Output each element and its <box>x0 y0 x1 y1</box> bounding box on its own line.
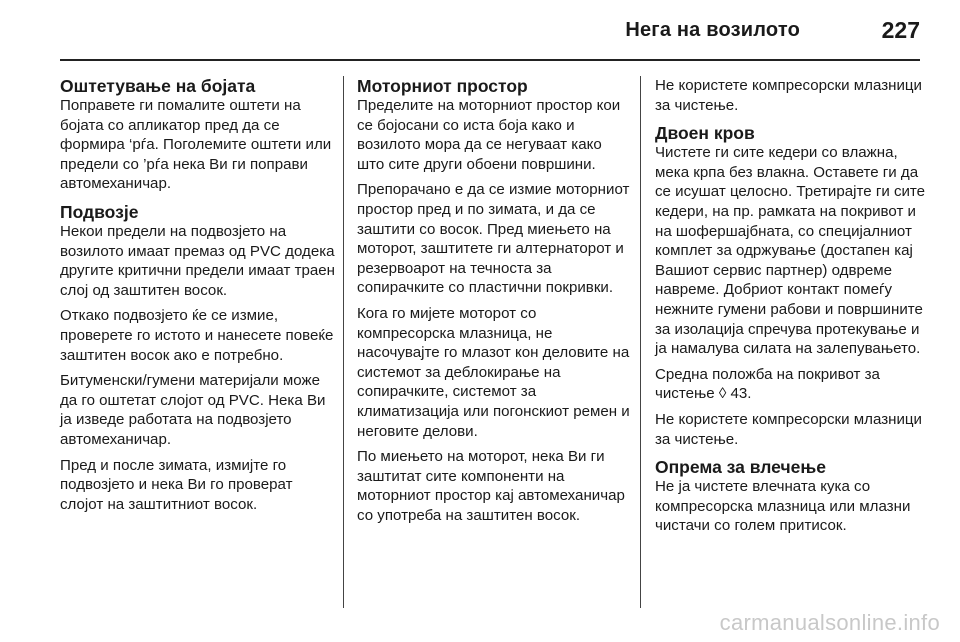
paragraph: Поправете ги помалите оштети на бојата со апликатор пред да се формира ‘рѓа. Поголемите оштети или предели со ’рѓа нека Ви ги поправи автомеханичар. <box>60 97 332 193</box>
page-number: 227 <box>881 17 920 43</box>
paragraph: Битуменски/гумени материјали може да го оштетат слојот од PVC. Нека Ви ја изведе работата на подвозјето автомеханичар. <box>60 372 326 448</box>
section-heading: Оштетување на бојата <box>60 76 256 96</box>
section-paint-damage <box>60 76 335 194</box>
section-towing-equipment <box>655 457 930 536</box>
paragraph: Препорачано е да се измие моторниот простор пред и по зимата, и да се заштити со восок. Пред миењето на моторот, заштитете ги алтернаторот и резервоарот на течноста за сопирачките со пластични покривки. <box>357 181 630 297</box>
column-3 <box>655 76 930 544</box>
paragraph: Не користете компресорски млазници за чистење. <box>655 410 922 448</box>
page-header <box>60 0 920 58</box>
paragraph: Откако подвозјето ќе се измие, проверете го истото и нанесете повеќе заштитен восок ако е потребно. <box>60 307 334 364</box>
column-divider-2 <box>640 76 641 608</box>
chapter-title: Нега на возилото <box>625 19 800 41</box>
header-rule <box>60 59 920 61</box>
paragraph: Не користете компресорски млазници за чистење. <box>655 77 922 114</box>
column-1 <box>60 76 335 522</box>
paragraph: Кога го мијете моторот со компресорска млазница, не насочувајте го млазот кон деловите на системот за деблокирање на сопирачките, системот за климатизација или погонскиот ремен и неговите делови. <box>357 304 630 440</box>
paragraph: Некои предели на подвозјето на возилото имаат премаз од PVC додека другите критични предели имаат траен слој од заштитен восок. <box>60 222 336 299</box>
column-2 <box>357 76 632 533</box>
paragraph: Чистете ги сите кедери со влажна, мека крпа без влакна. Оставете ги да се исушат целосно. Третирајте ги сите кедери, на пр. рамката на покривот и на шофершајбната, со специјалниот комплет за одржување (достапен кај Вашиот сервис партнер) одвреме навреме. Добриот контакт помеѓу нежните гумени рабови и површините за изолација спречува протекување и ја намалува силата на залепувањето. <box>655 144 926 358</box>
section-underbody <box>60 202 335 514</box>
section-heading: Моторниот простор <box>357 76 528 96</box>
paragraph: По миењето на моторот, нека Ви ги заштитат сите компоненти на моторниот простор кај автомеханичар со употреба на заштитен восок. <box>357 448 625 524</box>
section-heading: Опрема за влечење <box>655 457 826 478</box>
section-engine-compartment <box>357 76 632 525</box>
paragraph: Не ја чистете влечната кука со компресорска млазница или млазни чистачи со голем притисок. <box>655 478 911 535</box>
watermark: carmanualsonline.info <box>719 610 940 635</box>
section-double-roof <box>655 123 930 449</box>
section-heading: Подвозје <box>60 201 139 222</box>
section-continued <box>655 76 930 115</box>
paragraph: Пред и после зимата, измијте го подвозјето и нека Ви го проверат слојот на заштитниот восок. <box>60 456 293 513</box>
paragraph: Средна положба на покривот за чистење ◊ 43. <box>655 365 880 403</box>
paragraph: Пределите на моторниот простор кои се бојосани со иста боја како и возилото мора да се негуваат како што сите други обоени површини. <box>357 97 621 173</box>
column-divider-1 <box>343 76 344 608</box>
section-heading: Двоен кров <box>655 123 755 144</box>
